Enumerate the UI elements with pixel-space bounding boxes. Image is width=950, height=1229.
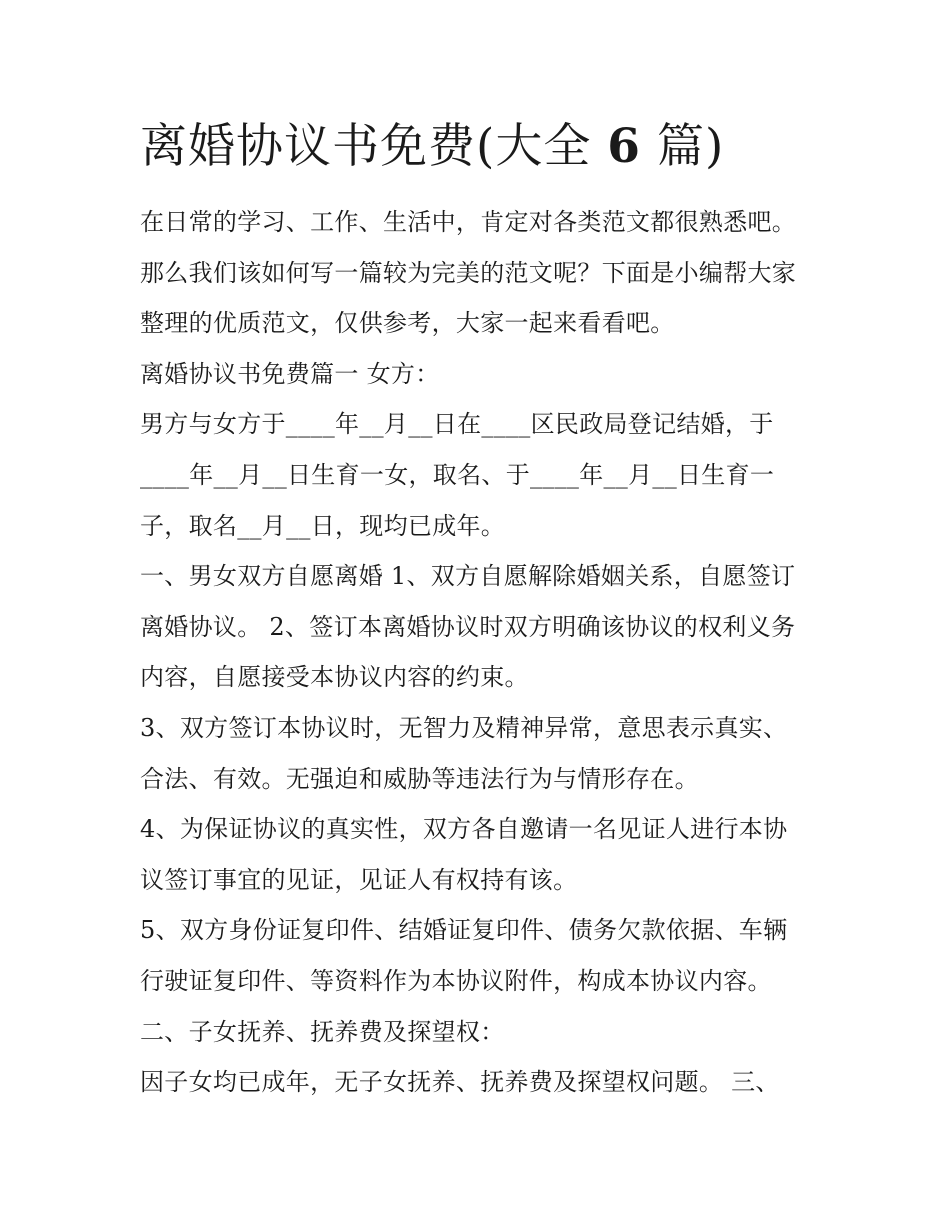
body-line-9: 离婚协议。 2、签订本离婚协议时双方明确该协议的权利义务	[140, 612, 796, 641]
body-line-5: 男方与女方于____年__月__日在____区民政局登记结婚，于	[140, 410, 774, 439]
body-line-2: 那么我们该如何写一篇较为完美的范文呢？下面是小编帮大家	[140, 258, 797, 287]
body-line-10: 内容，自愿接受本协议内容的约束。	[140, 663, 529, 692]
body-line-11: 3、双方签订本协议时，无智力及精神异常，意思表示真实、	[140, 713, 788, 742]
body-line-12: 合法、有效。无强迫和威胁等违法行为与情形存在。	[140, 764, 699, 793]
document-title	[140, 112, 840, 182]
title-text-daquan: 大全	[495, 119, 592, 174]
body-line-14: 议签订事宜的见证，见证人有权持有该。	[140, 865, 578, 894]
body-line-6: ____年__月__日生育一女，取名、于____年__月__日生育一	[140, 460, 775, 489]
title-text-prefix: 离婚协议书免费(	[140, 119, 496, 174]
title-text-suffix: 篇)	[656, 119, 725, 174]
body-line-15: 5、双方身份证复印件、结婚证复印件、债务欠款依据、车辆	[140, 916, 788, 945]
body-line-16: 行驶证复印件、等资料作为本协议附件，构成本协议内容。	[140, 966, 772, 995]
body-line-3: 整理的优质范文，仅供参考，大家一起来看看吧。	[140, 309, 675, 338]
body-line-8: 一、男女双方自愿离婚 1、双方自愿解除婚姻关系，自愿签订	[140, 562, 796, 591]
title-count: 6	[607, 119, 641, 174]
body-line-18: 因子女均已成年，无子女抚养、抚养费及探望权问题。 三、	[140, 1068, 780, 1097]
body-line-7: 子，取名__月__日，现均已成年。	[140, 511, 506, 540]
body-line-1: 在日常的学习、工作、生活中，肯定对各类范文都很熟悉吧。	[140, 208, 797, 236]
body-line-13: 4、为保证协议的真实性，双方各自邀请一名见证人进行本协	[140, 815, 788, 844]
body-line-17: 二、子女抚养、抚养费及探望权：	[140, 1017, 505, 1046]
section-heading-1: 离婚协议书免费篇一 女方：	[140, 359, 440, 388]
document-body	[140, 197, 830, 1108]
